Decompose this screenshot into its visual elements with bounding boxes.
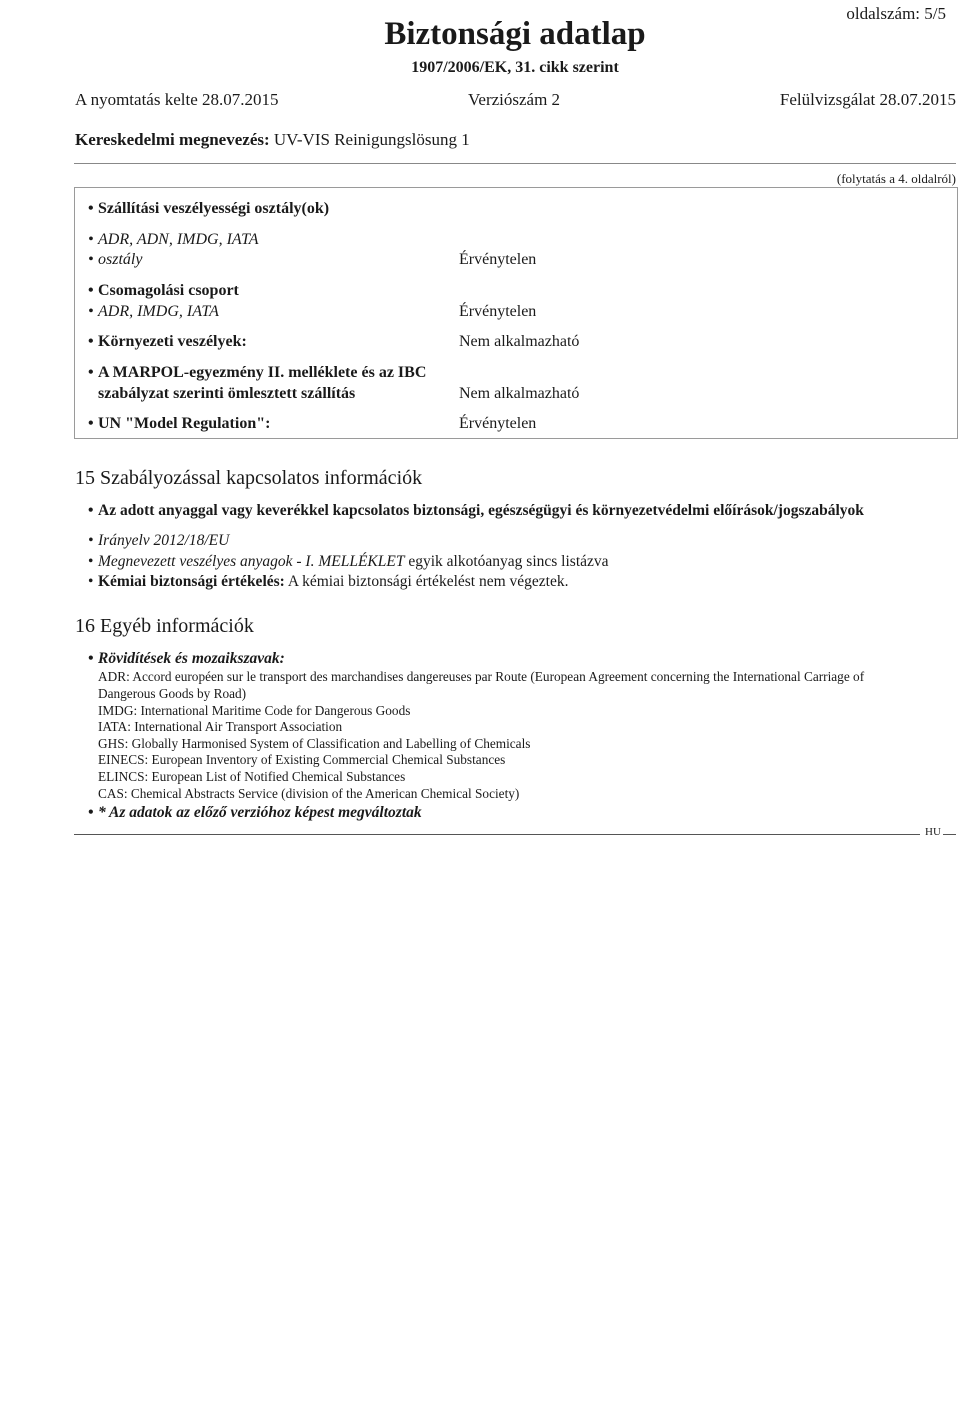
document-title: Biztonsági adatlap (384, 16, 646, 52)
regulations-item: • Az adott anyaggal vagy keverékkel kapcsolatos biztonsági, egészségügyi és környezetvédelmi előírások/jogszabályok (98, 502, 864, 520)
abbreviation-line: ELINCS: European List of Notified Chemical Substances (98, 769, 406, 784)
packing-group-value: Érvénytelen (459, 303, 537, 320)
csa-label: Kémiai biztonsági értékelés: (98, 573, 285, 590)
named-substances-rest: egyik alkotóanyag sincs listázva (408, 553, 609, 570)
marpol-label-line1: • A MARPOL-egyezmény II. melléklete és az IBC (98, 364, 426, 382)
footer-divider-right (943, 834, 956, 835)
named-substances-italic: Megnevezett veszélyes anyagok - I. MELLÉKLET (98, 553, 405, 570)
continued-note: (folytatás a 4. oldalról) (836, 171, 956, 186)
changed-data-note: • * Az adatok az előző verzióhoz képest megváltoztak (98, 804, 422, 822)
directive-item: • Irányelv 2012/18/EU (98, 532, 229, 550)
abbreviation-line: Dangerous Goods by Road) (98, 686, 247, 701)
hazard-class-value: Érvénytelen (459, 251, 537, 268)
named-substances-item (98, 553, 609, 571)
hazard-class-heading: • Szállítási veszélyességi osztály(ok) (98, 200, 329, 218)
trade-name-label: Kereskedelmi megnevezés: (75, 130, 270, 149)
hazard-class-label: • osztály (98, 251, 142, 269)
abbreviation-line: GHS: Globally Harmonised System of Classification and Labelling of Chemicals (98, 736, 531, 751)
print-date: A nyomtatás kelte 28.07.2015 (75, 90, 279, 109)
section-16-heading: 16 Egyéb információk (75, 615, 254, 637)
un-model-label: • UN "Model Regulation": (98, 415, 270, 433)
language-code: HU (925, 826, 941, 838)
env-hazards-label: • Környezeti veszélyek: (98, 333, 247, 351)
packing-group-heading: • Csomagolási csoport (98, 282, 239, 300)
version-number: Verziószám 2 (468, 90, 561, 109)
abbreviation-line: IATA: International Air Transport Association (98, 719, 343, 734)
marpol-label-line2: szabályzat szerinti ömlesztett szállítás (98, 385, 356, 402)
trade-name-value: UV-VIS Reinigungslösung 1 (273, 130, 470, 149)
abbreviation-line: IMDG: International Maritime Code for Dangerous Goods (98, 703, 411, 718)
abbreviations-heading: • Rövidítések és mozaikszavak: (98, 650, 285, 668)
document-subtitle: 1907/2006/EK, 31. cikk szerint (411, 59, 619, 76)
un-model-value: Érvénytelen (459, 415, 537, 432)
page-number: oldalszám: 5/5 (846, 4, 946, 23)
revision-date: Felülvizsgálat 28.07.2015 (779, 90, 956, 109)
env-hazards-value: Nem alkalmazható (459, 333, 580, 350)
trade-name (75, 130, 470, 150)
hazard-class-modes: • ADR, ADN, IMDG, IATA (98, 231, 259, 249)
header-divider (74, 163, 956, 164)
abbreviation-line: EINECS: European Inventory of Existing Commercial Chemical Substances (98, 752, 506, 767)
abbreviation-line: CAS: Chemical Abstracts Service (division of the American Chemical Society) (98, 786, 520, 801)
footer-divider-left (74, 834, 920, 835)
abbreviation-line: ADR: Accord européen sur le transport des marchandises dangereuses par Route (European Agreement concerning the International Carriage of (98, 669, 865, 684)
packing-group-modes: • ADR, IMDG, IATA (98, 303, 219, 321)
section-15-heading: 15 Szabályozással kapcsolatos információk (75, 467, 423, 489)
chemical-safety-assessment (98, 573, 568, 591)
csa-value: A kémiai biztonsági értékelést nem végeztek. (287, 573, 569, 590)
marpol-value: Nem alkalmazható (459, 385, 580, 402)
